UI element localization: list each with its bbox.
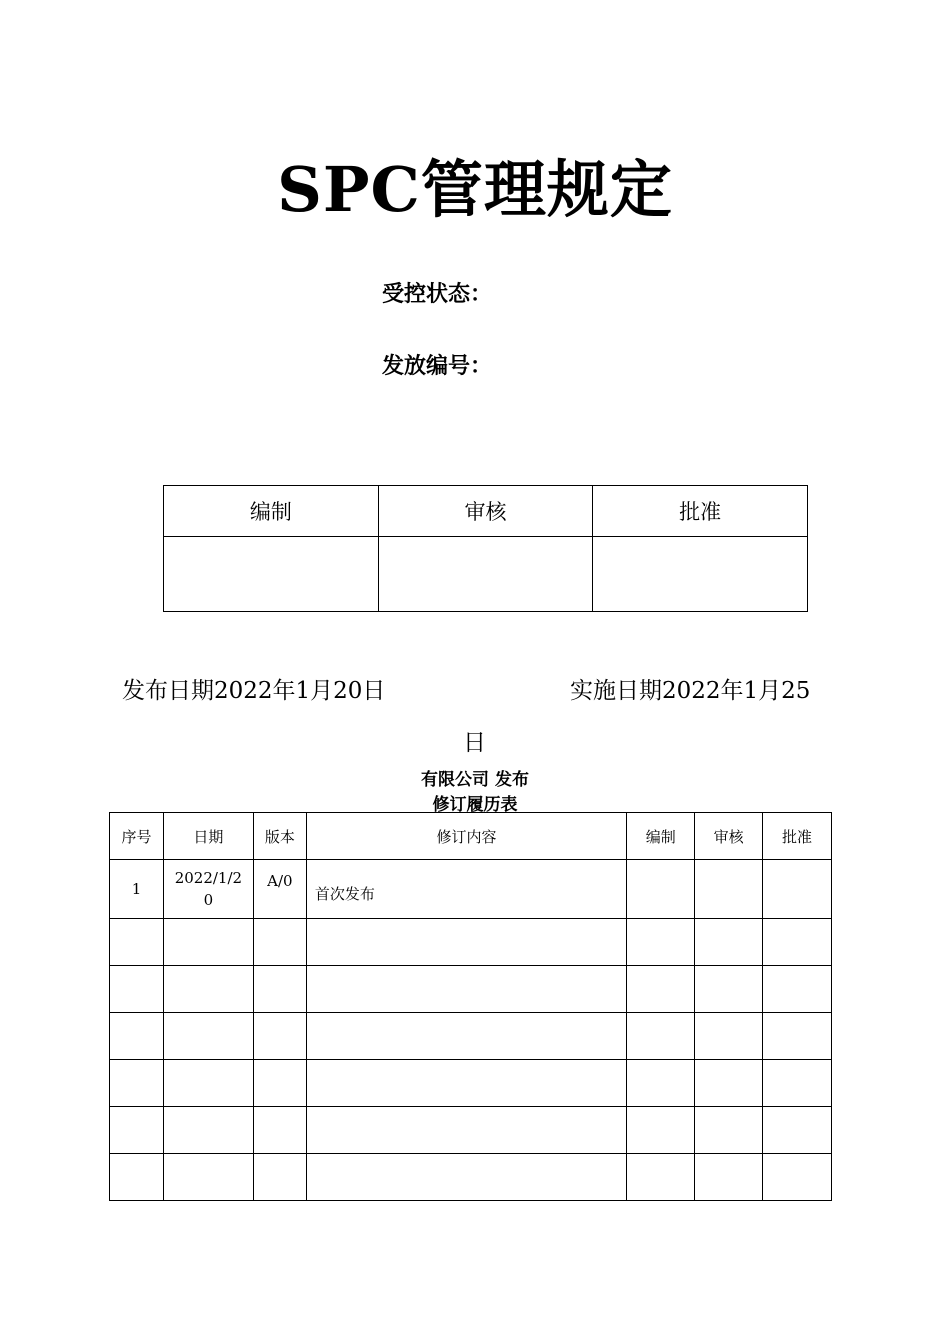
table-row [110, 1013, 832, 1060]
revision-history-title: 修订履历表 [432, 795, 518, 815]
control-status-label: 受控状态： [382, 282, 493, 307]
rev-header-version: 版本 [253, 813, 306, 860]
sign-cell-reviewer [378, 537, 593, 612]
implement-date: 实施日期2022年1月25 [570, 678, 811, 704]
rev-header-date: 日期 [163, 813, 253, 860]
table-row [110, 860, 832, 919]
sign-header-reviewer: 审核 [378, 486, 593, 537]
rev-header-content: 修订内容 [306, 813, 626, 860]
rev-cell-approver [763, 860, 832, 919]
rev-cell-date-line1: 2022/1/2 [174, 869, 243, 887]
sign-cell-author [164, 537, 379, 612]
sign-cell-approver [593, 537, 808, 612]
rev-cell-date [163, 860, 253, 919]
rev-cell-version: A/0 [253, 860, 306, 919]
table-row [110, 1060, 832, 1107]
revision-table [109, 812, 832, 1201]
signature-table [163, 485, 808, 612]
rev-cell-content: 首次发布 [306, 860, 626, 919]
rev-header-approver: 批准 [763, 813, 832, 860]
sign-header-approver: 批准 [593, 486, 808, 537]
document-title: SPC管理规定 [277, 153, 673, 226]
issue-number-label: 发放编号： [382, 354, 493, 379]
company-release-line: 有限公司 发布 [421, 770, 529, 790]
rev-cell-reviewer [695, 860, 763, 919]
rev-cell-date-line2: 0 [203, 891, 214, 909]
table-row [110, 1154, 832, 1201]
table-row [110, 919, 832, 966]
sign-header-author: 编制 [164, 486, 379, 537]
rev-header-no: 序号 [110, 813, 164, 860]
rev-cell-no: 1 [110, 860, 164, 919]
rev-header-author: 编制 [627, 813, 695, 860]
release-date: 发布日期2022年1月20日 [122, 678, 386, 704]
table-row [110, 966, 832, 1013]
rev-cell-author [627, 860, 695, 919]
implement-date-wrap: 日 [463, 730, 486, 756]
table-row [110, 1107, 832, 1154]
rev-header-reviewer: 审核 [695, 813, 763, 860]
